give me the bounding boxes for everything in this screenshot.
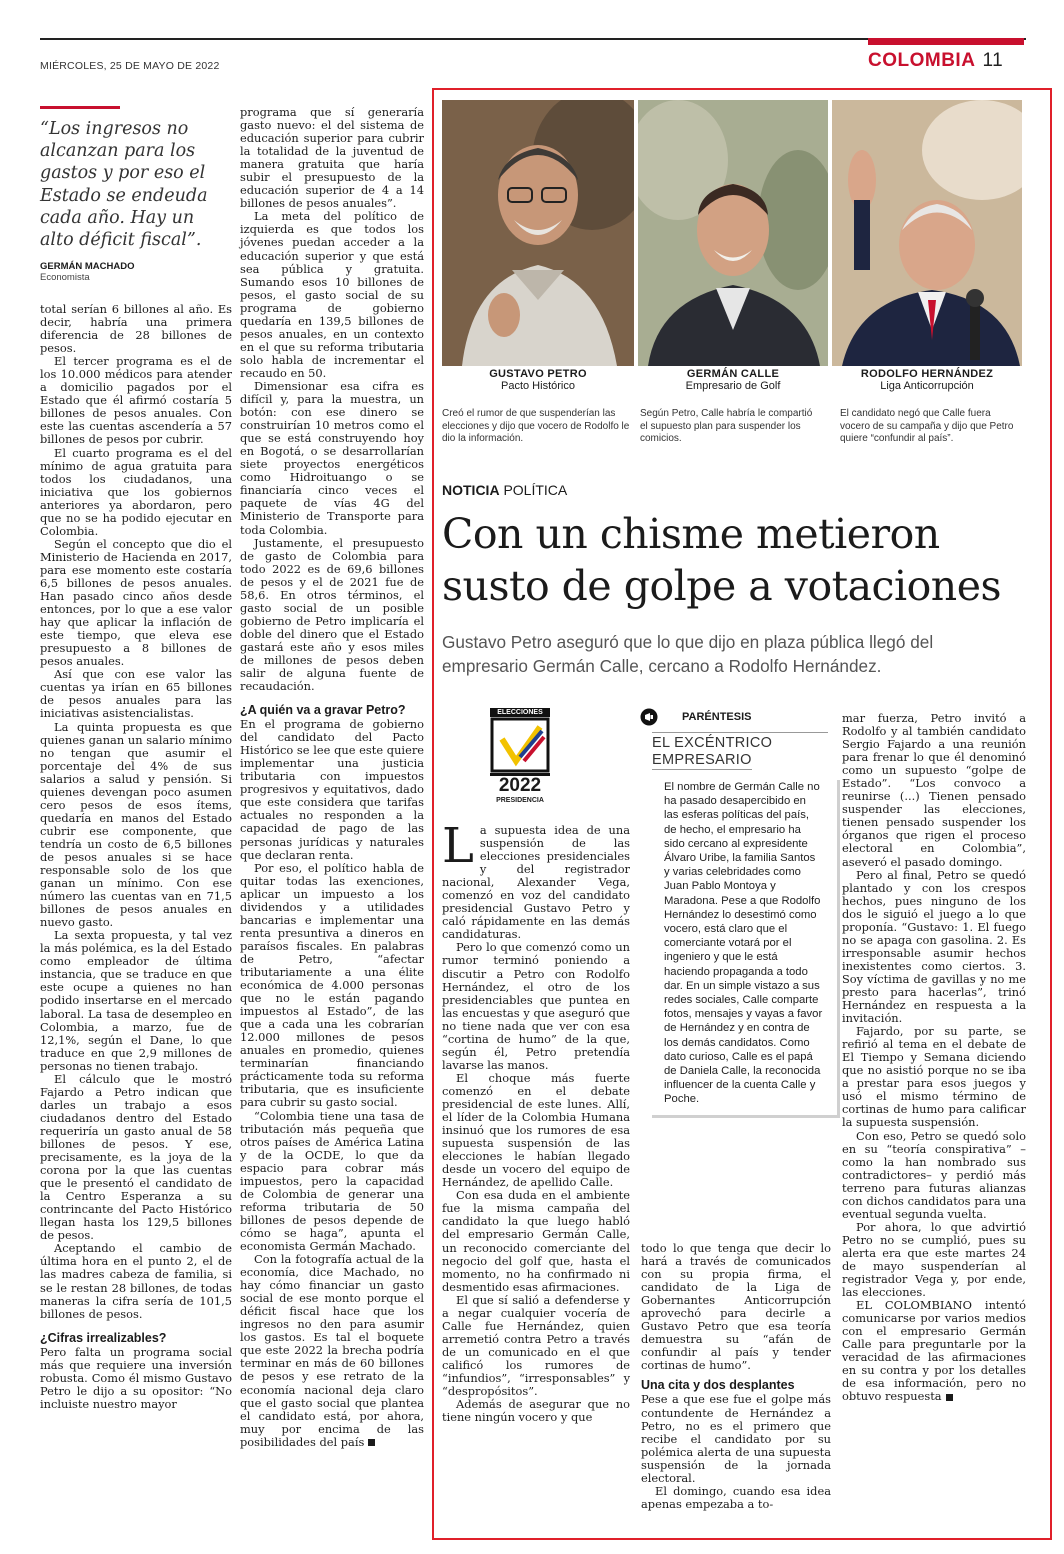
paragraph: total serían 6 billones al año. Es decir, habría una primera diferencia de 28 billones de pesos. (40, 302, 232, 356)
caption-role: Liga Anticorrupción (880, 380, 974, 392)
paragraph: Con esa duda en el ambiente fue la misma campaña del candidato la que luego habló del empresario Germán Calle, un reconocido comerciante del negocio del golf que, hasta el momento, no ha confirmado ni desmentido esas afirmaciones. (442, 1188, 630, 1294)
paragraph: El cuarto programa es el del mínimo de agua gratuita para todos los ciudadanos, una iniciativa que los gobiernos anteriores ya abordaron, pero que no se ha podido ejecutar en Colombia. (40, 445, 232, 538)
paragraph: El choque más fuerte comenzó en el debate presidencial de este lunes. Allí, el líder de la Colombia Humana insinuó que los rumores de esa supuesta suspensión de las elecciones le habían llegado desde un vocero del equipo de Hernández, de apellido Calle. (442, 1070, 630, 1190)
headline-line: Con un chisme metieron (442, 510, 940, 558)
title-line: EL EXCÉNTRICO (652, 735, 773, 751)
paragraph: Pese a que ese fue el golpe más contundente de Hernández a Petro, no es el primero que recibe el candidato por su polémica alerta de una supuesta suspensión de la jornada electoral. (641, 1392, 831, 1485)
paragraph: mar fuerza, Petro invitó a Rodolfo y al también candidato Sergio Fajardo a una reunión para frenar lo que él denominó como un supuesto “golpe de Estado”. “Los convoco a reunirse (...) Tienen pensado suspender las elecciones, tienen pensado suspender los órganos que rigen el proceso electoral en Colombia”, aseveró el pasado domingo. (842, 711, 1026, 869)
paragraph: Con eso, Petro se quedó solo en su “teoría conspirativa” –como la han nombrado sus contradictores– y perdió más terreno para futuras alianzas con dichos candidatos para una eventual segunda vuelta. (842, 1128, 1026, 1221)
deck-line: empresario Germán Calle, cercano a Rodolfo Hernández. (442, 656, 882, 676)
pull-quote-text: “Los ingresos no alcanzan para los gastos y por eso el Estado se endeuda cada año. Hay un alto déficit fiscal”. (40, 119, 208, 251)
paragraph: La quinta propuesta es que quienes ganan un salario mínimo no tengan que asumir el porcentaje del 4% de sus salarios a salud y pensión. Si quienes devengan poco asumen cero pesos de esos ítems, quedaría en manos del Estado cubrir ese componente, que tendría un costo de 6,5 billones de pesos anuales si se hace responsable solo de los que ganan un mínimo. Con ese número las cuentas van en 71,5 billones de pesos anuales en nuevo gasto. (40, 719, 232, 930)
paragraph: El que sí salió a defenderse y a negar cualquier vocería de Calle fue Hernández, quien arremetió contra Petro a través de un comunicado en el que calificó los rumores de “infundios”, “irresponsables” y “despropósitos”. (442, 1292, 630, 1399)
header-section (868, 50, 1003, 72)
paragraph: Aceptando el cambio de última hora en el punto 2, el de las madres cabeza de familia, si se le restan 28 billones, de todas maneras la cifra sería de 101,5 billones de pesos. (40, 1241, 232, 1321)
kicker-light: POLÍTICA (503, 482, 568, 498)
caption-name: RODOLFO HERNÁNDEZ (860, 368, 994, 380)
subheading: ¿A quién va a gravar Petro? (240, 703, 406, 718)
logo-year: 2022 (490, 773, 550, 796)
paragraph: El domingo, cuando esa idea apenas empezaba a to- (641, 1483, 831, 1511)
caption-name: GUSTAVO PETRO (489, 368, 587, 380)
subheading: ¿Cifras irrealizables? (40, 1330, 167, 1345)
paragraph: todo lo que tenga que decir lo hará a través de comunicados con su propia firma, el candidato de la Liga de Gobernantes Anticorrupción aprovechó para decirle a Gustavo Petro que esa teoría demuestra su “afán de confundir al país y tender cortinas de humo”. (641, 1241, 831, 1373)
end-mark-icon (368, 1439, 375, 1446)
deck (442, 630, 1042, 678)
paragraph: Por ahora, lo que advirtió Petro no se cumplió, pues su alerta era que este martes 24 de mayo suspenderían al registrador Vega y, por ende, las elecciones. (842, 1219, 1026, 1300)
column-2-text (240, 106, 424, 1449)
caption-role: Pacto Histórico (501, 380, 575, 392)
kicker (442, 482, 567, 498)
caption-calle (638, 368, 828, 392)
paragraph: Por eso, el político habla de quitar todas las exenciones, aplicar un impuesto a los dividendos y a utilidades bancarias e implementar una renta presuntiva a dineros en paraísos fiscales. En palabras de Petro, “afectar tributariamente a una élite económica de 4.000 personas que no le están pagando impuestos al Estado”, de las que a cada una les cobrarían 12.000 millones de pesos anuales en promedio, quienes terminarían financiando prácticamente toda su reforma tributaria, que es insuficiente para cubrir su gasto social. (240, 860, 424, 1110)
article-column-1 (442, 818, 630, 1425)
caption-text-calle: Según Petro, Calle habría le compartió el supuesto plan para suspender los comicios. (640, 408, 813, 444)
quote-author: GERMÁN MACHADO (40, 261, 135, 273)
parentesis-title-rule (652, 732, 828, 733)
deck-line: Gustavo Petro aseguró que lo que dijo en plaza pública llegó del (442, 632, 934, 652)
paragraph-text: EL COLOMBIANO intentó comunicarse por varios medios con el empresario Germán Calle para preguntarle por la veracidad de las afirmaciones en su contra y por los detalles de esa información, pero no obtuvo respuesta (842, 1298, 1026, 1404)
paragraph: El cálculo que le mostró Fajardo a Petro indican que darles un trabajo a esos ciudadanos dentro del Estado requeriría un gasto anual de 58 billones de pesos. Y ese, precisamente, es la joya de la corona por la que las cuentas que le presentó el candidato de la Centro Esperanza a su contrincante del Pacto Histórico llegan hasta los 129,5 billones de pesos. (40, 1071, 232, 1243)
photo-rodolfo-hernandez (832, 100, 1022, 366)
paragraph: Dimensionar esa cifra es difícil y, para la muestra, un botón: con ese dinero se construirían 10 metros como el que se está construyendo hoy en Bogotá, o se desarrollarían siete proyectos energéticos como Hidroituango o se financiaría cinco veces el paquete de vías 4G del Ministerio de Transporte para toda Colombia. (240, 378, 424, 537)
pull-quote (40, 118, 230, 283)
photo-gustavo-petro (442, 100, 634, 366)
paragraph (842, 1299, 1026, 1403)
paragraph: Pero al final, Petro se quedó plantado y con los crespos hechos, pues ninguno de los dos le siguió el juego a lo que proponía. “Gustavo: 1. El fuego no se apaga con gasolina. 2. Es irresponsable asumir hechos inexistentes como ciertos. 3. Soy víctima de gavillas y no me presto para hacerlas”, trinó Hernández en respuesta a la invitación. (842, 867, 1026, 1026)
quote-role: Economista (40, 272, 90, 284)
caption-name: GERMÁN CALLE (686, 368, 780, 380)
caption-hernandez (832, 368, 1022, 392)
article-column-3 (842, 712, 1026, 1403)
paragraph: Pero lo que comenzó como un rumor terminó poniendo a discutir a Petro con Rodolfo Hernández, el otro de los presidenciables que puntea en las encuestas y que aseguró que no tiene nada que ver con esa “cortina de humo” de la que, según él, Petro pretendía lavarse las manos. (442, 940, 630, 1072)
paragraph: Justamente, el presupuesto de gasto de Colombia para todo 2022 es de 69,6 billones de pesos y el de 2021 fue de 58,6. En otros términos, el gasto social de un posible gobierno de Petro implicaría el doble del dinero que el Estado gastará este año y esos miles de millones de pesos deben salir de alguna fuente de recaudación. (240, 535, 424, 694)
section-name: COLOMBIA (868, 50, 975, 71)
logo-bottom-text: PRESIDENCIA (496, 797, 544, 804)
person-silhouette-icon (442, 100, 634, 366)
page-number: 11 (982, 50, 1004, 71)
lead-paragraph (442, 818, 630, 942)
header-date: MIÉRCOLES, 25 DE MAYO DE 2022 (40, 60, 220, 72)
quote-accent-line (40, 106, 120, 109)
paragraph: La sexta propuesta, y tal vez la más polémica, es la del Estado como empleador de última instancia, que se traduce en que este ocupe a quienes no han podido insertarse en el mercado laboral. La tasa de desempleo en Colombia, a marzo, fue de 12,1%, según el Dane, lo que traduce en que 2,9 millones de personas no tienen trabajo. (40, 928, 232, 1073)
paragraph: En el programa de gobierno del candidato del Pacto Histórico se lee que este quiere implementar una justicia tributaria con impuestos progresivos y equitativos, dado que este considera que tarifas actuales no responden a la capacidad de pago de las personas jurídicas y naturales que declaran renta. (240, 717, 424, 862)
headline-line: susto de golpe a votaciones (442, 562, 1002, 610)
paragraph: La meta del político de izquierda es que todos los jóvenes puedan acceder a la educación superior y que está sea pública y gratuita. Sumando esos 10 billones de pesos, el gasto social de su programa de gobierno quedaría en 139,5 billones de pesos anuales, en un contexto en el que su reforma tributaria solo habla de incrementar el recaudo en 50. (240, 209, 424, 380)
caption-text-hernandez: El candidato negó que Calle fuera vocero de su campaña y dijo que Petro quiere “confundir al país”. (840, 408, 1014, 444)
parentesis-label: PARÉNTESIS (682, 711, 752, 723)
caption-petro (442, 368, 634, 392)
parentesis-header (640, 708, 840, 726)
article-column-2 (641, 1242, 831, 1511)
subheading: Una cita y dos desplantes (641, 1378, 795, 1393)
parentesis-box (640, 708, 840, 1118)
person-silhouette-icon (832, 100, 1022, 366)
paragraph (240, 1253, 424, 1449)
ballot-check-icon (490, 717, 550, 773)
paragraph-text: Con la fotografía actual de la economía, dice Machado, no hay cómo financiar un gasto social de ese monto porque el déficit fiscal hace que los ingresos no den para asumir los gastos. Es tal el boquete que este 2022 la brecha podría terminar en más de 60 billones de pesos y ese retrato de la economía nacional deja claro que el gasto social que plantea el candidato está, por ahora, muy por encima de las posibilidades del país (240, 1252, 424, 1449)
megaphone-icon (640, 708, 658, 726)
paragraph: programa que sí generaría gasto nuevo: el del sistema de educación superior para cubrir la totalidad de la juventud de manera gratuita que haría subir el presupuesto de la educación superior de 4 a 14 billones de pesos anuales”. (240, 105, 424, 211)
paragraph-text: a supuesta idea de una suspensión de las elecciones presidenciales y del registrador nacional, Alexander Vega, comenzó en voz del candidato presidencial Gustavo Petro y caló rápidamente en las demás candidaturas. (442, 823, 630, 942)
parentesis-body-box (652, 780, 840, 1118)
end-mark-icon (946, 1394, 953, 1401)
kicker-bold: NOTICIA (442, 482, 500, 498)
caption-text-petro: Creó el rumor de que suspenderían las elecciones y dijo que vocero de Rodolfo le dio la información. (442, 408, 630, 444)
caption-role: Empresario de Golf (685, 380, 781, 392)
drop-cap: L (442, 818, 474, 874)
section-accent-bar (868, 38, 1024, 45)
parentesis-title (652, 735, 840, 770)
paragraph: Según el concepto que dio el Ministerio de Hacienda en 2017, para ese momento este costaría 6,5 billones de pesos anuales. Han pasado cinco años desde entonces, por lo que a ese valor hay que aplicar la inflación de este tiempo, que eleva ese presupuesto a 8 billones de pesos anuales. (40, 536, 232, 669)
column-1-text (40, 303, 232, 1411)
logo-top-text: ELECCIONES (490, 708, 550, 717)
paragraph: Así que con ese valor las cuentas ya irían en 65 billones de pesos anuales para las iniciativas asistencialistas. (40, 667, 232, 721)
elections-2022-logo (490, 708, 550, 808)
paragraph: “Colombia tiene una tasa de tributación más pequeña que otros países de América Latina y de la OCDE, lo que da espacio para cobrar más impuestos, pero la capacidad de Colombia de generar una reforma tributaria de 50 billones de pesos depende de cómo se haga”, apunta el economista Germán Machado. (240, 1108, 424, 1253)
headline (442, 508, 1042, 612)
parentesis-body: El nombre de Germán Calle no ha pasado desapercibido en las esferas políticas del país, de hecho, el empresario ha sido cercano al expresidente Álvaro Uribe, la familia Santos y varias celebridades como Juan Pablo Montoya y Maradona. Pese a que Rodolfo Hernández lo desestimó como vocero, está claro que el comerciante votará por el ingeniero y que le está haciendo propaganda a todo dar. En un simple vistazo a sus redes sociales, Calle comparte fotos, mensajes y vayas a favor de Hernández y en contra de los demás candidatos. Como dato curioso, Calle es el papá de Daniela Calle, la reconocida influencer de la cuenta Calle y Poche. (664, 781, 823, 1106)
paragraph: Pero falta un programa social más que requiere una inversión robusta. Como él mismo Gustavo Petro le dijo a su opositor: “No incluiste nuestro mayor (40, 1344, 232, 1411)
title-line: EMPRESARIO (652, 752, 752, 768)
paragraph: Además de asegurar que no tiene ningún vocero y que (442, 1397, 630, 1425)
paragraph: El tercer programa es el de los 10.000 médicos para atender a domicilio pagados por el Estado que él afirmó costaría 5 billones de pesos anuales. Con este las cuentas ascendería a 57 billones de pesos por cubrir. (40, 354, 232, 447)
person-silhouette-icon (638, 100, 828, 366)
photo-german-calle (638, 100, 828, 366)
paragraph: Fajardo, por su parte, se refirió al tema en el debate de El Tiempo y Semana diciendo que no asistió porque no se iba a prestar para esos juegos y usó el mismo término de cortinas de humo para calificar la supuesta suspensión. (842, 1024, 1026, 1130)
